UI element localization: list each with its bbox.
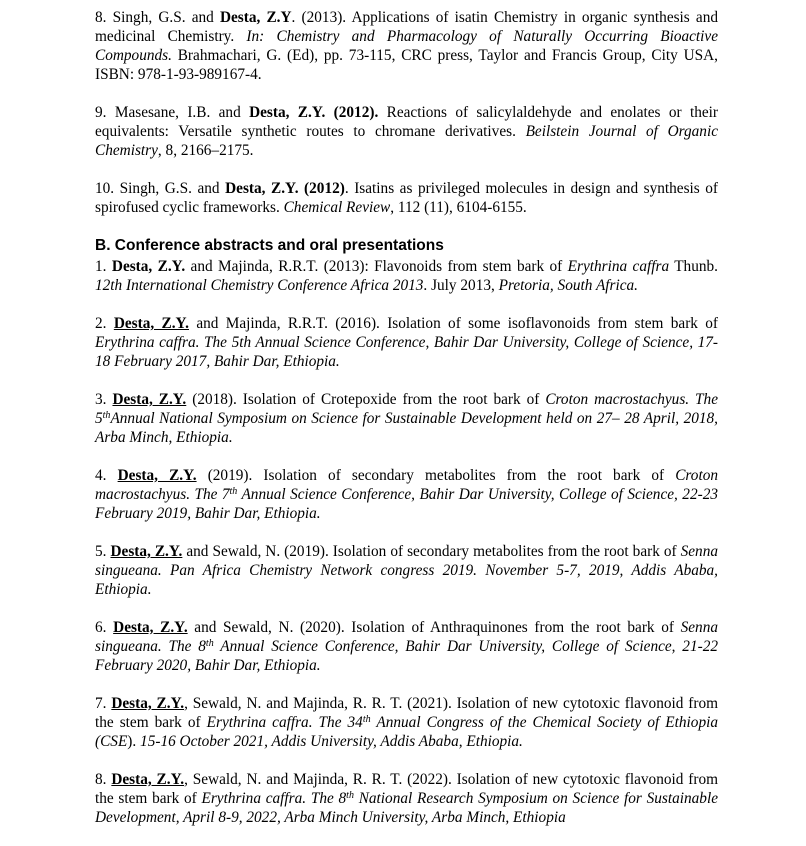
ref-title: . (2013). Applications of isatin Chemistry in organic synthesis and medicinal Chemistry. [95, 9, 719, 45]
entry-text: , Sewald, N. and Majinda, R. R. T. (2021). Isolation of new cytotoxic flavonoid from the stem bark of [95, 695, 718, 731]
entry-number: 4. [95, 467, 107, 484]
ref-number: 10. [95, 180, 115, 197]
author-highlight: Desta, Z.Y. [111, 258, 186, 275]
ref-author-highlight: Desta, Z.Y [219, 9, 292, 26]
ordinal-suffix: th [362, 714, 371, 725]
entry-text: (2018). Isolation of Crotepoxide from the root bark of [186, 391, 546, 408]
entry-text: and Majinda, R.R.T. (2016). Isolation of some isoflavonoids from stem bark of [189, 315, 718, 332]
journal-ref-8 [95, 8, 718, 84]
species-name: Croton macrostachyus [95, 467, 718, 503]
entry-number: 5. [95, 543, 107, 560]
ref-authors: Masesane, I.B. and [114, 104, 250, 121]
event-details: Annual Congress of the Chemical Society of Ethiopia (CSE [95, 714, 718, 750]
ref-author-highlight: Desta, Z.Y. (2012). [249, 104, 379, 121]
entry-text: ). [127, 733, 141, 750]
event-details: Annual Science Conference, Bahir Dar University, College of Science, 22-23 February 2019, Bahir Dar, Ethiopia. [95, 486, 718, 522]
ordinal-suffix: th [102, 410, 111, 421]
ref-source: In: Chemistry and Pharmacology of Naturally Occurring Bioactive Compounds. [95, 28, 718, 64]
ref-title: . Isatins as privileged molecules in design and synthesis of spirofused cyclic frameworks. [95, 180, 719, 216]
event-date-place: 15-16 October 2021, Addis University, Addis Ababa, Ethiopia. [140, 733, 523, 750]
conference-entry-2 [95, 314, 718, 371]
event-details: Annual Science Conference, Bahir Dar University, College of Science, 21-22 February 2020, Bahir Dar, Ethiopia. [95, 638, 718, 674]
event-intro: . The 7 [186, 486, 230, 503]
author-highlight: Desta, Z.Y. [111, 695, 185, 712]
event-details: Senna singueana. Pan Africa Chemistry Network congress 2019. November 5-7, 2019, Addis Ababa, Ethiopia. [95, 543, 718, 598]
event-details: Erythrina caffra. The 5th Annual Science Conference, Bahir Dar University, College of Science, 17-18 February 2017, Bahir Dar, Ethiopia. [95, 334, 718, 370]
entry-number: 7. [95, 695, 107, 712]
author-highlight: Desta, Z.Y. [113, 315, 189, 332]
entry-text: (2019). Isolation of secondary metabolites from the root bark of [196, 467, 676, 484]
event-place: Pretoria, South Africa. [498, 277, 639, 294]
entry-text: and Majinda, R.R.T. (2013): Flavonoids from stem bark of [185, 258, 568, 275]
ref-authors: Singh, G.S. and [112, 9, 220, 26]
event-name: 12th International Chemistry Conference Africa 2013 [95, 277, 424, 294]
event-details: Annual National Symposium on Science for Sustainable Development held on 27– 28 April, 2018, Arba Minch, Ethiopia. [95, 410, 718, 446]
conference-entry-3 [95, 390, 718, 447]
author-highlight: Desta, Z.Y. [112, 391, 187, 408]
journal-ref-9 [95, 103, 718, 160]
author-highlight: Desta, Z.Y. [117, 467, 197, 484]
species-name: Senna singueana [95, 619, 718, 655]
conference-entry-8 [95, 770, 718, 827]
species-name: Erythrina caffra [567, 258, 670, 275]
author-highlight: Desta, Z.Y. [113, 619, 188, 636]
author-highlight: Desta, Z.Y. [110, 543, 183, 560]
entry-text: , Sewald, N. and Majinda, R. R. T. (2022). Isolation of new cytotoxic flavonoid from the stem bark of [95, 771, 718, 807]
publication-list [95, 8, 718, 846]
entry-number: 3. [95, 391, 107, 408]
journal-ref-10 [95, 179, 718, 217]
entry-number: 1. [95, 258, 107, 275]
conference-entry-4 [95, 466, 718, 523]
conference-entry-6 [95, 618, 718, 675]
ordinal-suffix: th [346, 790, 354, 801]
conference-entry-7 [95, 694, 718, 751]
conference-entry-1 [95, 257, 718, 295]
ref-author-highlight: Desta, Z.Y. (2012) [225, 180, 345, 197]
entry-number: 8. [95, 771, 107, 788]
conference-entry-5 [95, 542, 718, 599]
ref-number: 9. [95, 104, 107, 121]
ref-authors: Singh, G.S. and [119, 180, 226, 197]
ref-number: 8. [95, 9, 107, 26]
ordinal-suffix: th [205, 638, 214, 649]
species-name: Croton macrostachyus. The 5 [95, 391, 718, 427]
entry-number: 6. [95, 619, 107, 636]
species-name: Erythrina caffra. The 34 [206, 714, 363, 731]
ordinal-suffix: th [229, 486, 238, 497]
event-date: . July 2013, [423, 277, 499, 294]
entry-text: and Sewald, N. (2019). Isolation of secondary metabolites from the root bark of [182, 543, 681, 560]
ref-source: Beilstein Journal of Organic Chemistry [95, 123, 718, 159]
ref-source: Chemical Review [283, 199, 391, 216]
entry-text: and Sewald, N. (2020). Isolation of Anthraquinones from the root bark of [187, 619, 681, 636]
ref-details: Brahmachari, G. (Ed), pp. 73-115, CRC press, Taylor and Francis Group, City USA, ISBN: 978-1-93-989167-4. [95, 47, 718, 83]
event-details: National Research Symposium on Science for Sustainable Development, April 8-9, 2022, Arba Minch University, Arba Minch, Ethiopia [95, 790, 718, 826]
section-heading: B. Conference abstracts and oral presentations [95, 237, 444, 254]
ref-details: , 8, 2166–2175. [157, 142, 254, 159]
event-intro: . The 8 [157, 638, 206, 655]
ref-details: , 112 (11), 6104-6155. [390, 199, 527, 216]
entry-number: 2. [95, 315, 107, 332]
ref-title: Reactions of salicylaldehyde and enolates or their equivalents: Versatile synthetic routes to chromane derivatives. [95, 104, 718, 140]
author-highlight: Desta, Z.Y. [111, 771, 185, 788]
species-name: Erythrina caffra. The 8 [201, 790, 347, 807]
entry-text: Thunb. [669, 258, 718, 275]
